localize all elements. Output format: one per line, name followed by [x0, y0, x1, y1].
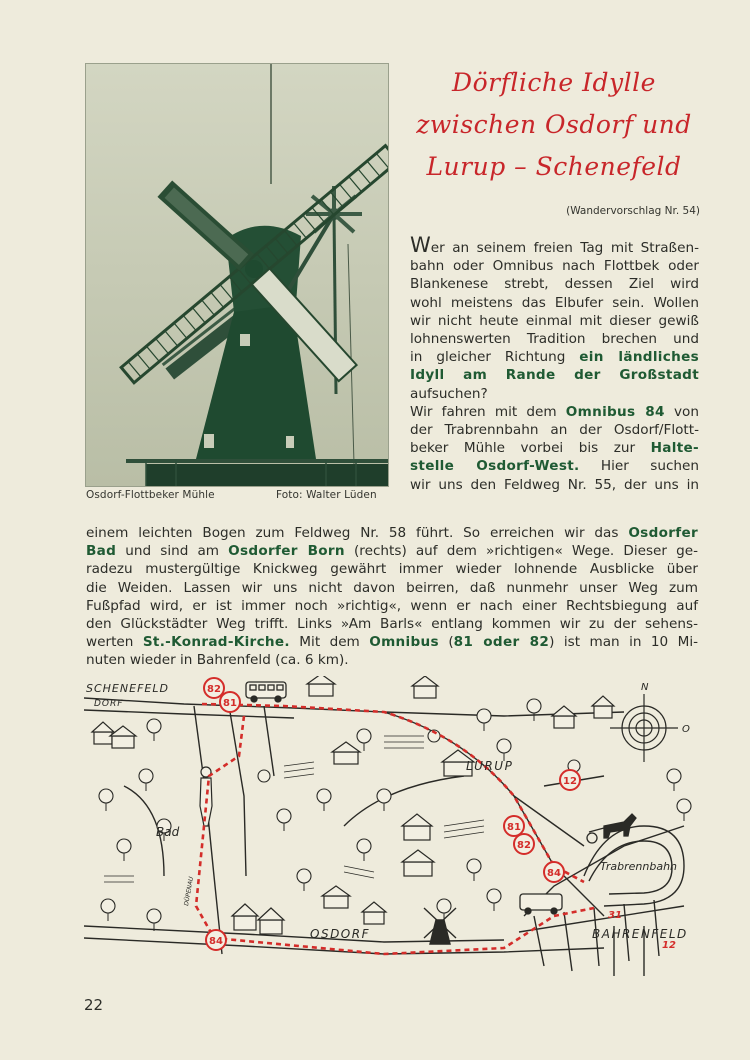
text-line — [410, 312, 699, 330]
compass-icon — [610, 694, 678, 762]
highlighted-text: Omnibus 84 — [565, 403, 665, 420]
highlighted-text: St.-Konrad-Kirche. — [142, 634, 290, 651]
text-line — [410, 366, 699, 384]
bus-icon — [520, 894, 562, 914]
highlighted-text: Idyll am Rande der Großstadt — [410, 367, 699, 384]
map-label-trabrennbahn: Trabrennbahn — [600, 860, 678, 873]
text-run: bahn oder Omnibus nach Flottbek oder — [410, 258, 699, 275]
text-line — [410, 439, 699, 457]
highlighted-text: 81 oder 82 — [453, 634, 550, 651]
text-run: werten — [86, 634, 143, 651]
map-label-bad: Bad — [156, 825, 180, 839]
map-label-dorf: DORF — [94, 699, 124, 709]
text-run: in gleicher Richtung — [410, 349, 580, 366]
highlighted-text: Halte- — [650, 440, 699, 457]
map-label-bahrenfeld: BAHRENFELD — [592, 927, 688, 941]
text-line — [86, 651, 698, 669]
text-run: er an seinem freien Tag mit Straßen- — [430, 240, 699, 256]
route-map — [84, 676, 704, 976]
text-run: Hier suchen — [579, 458, 700, 475]
bus-icon — [246, 682, 286, 702]
highlighted-text: stelle Osdorf-West. — [410, 458, 580, 475]
windmill-photo — [85, 63, 389, 487]
text-run: (rechts) auf dem »richtigen« Wege. Dieser ge- — [344, 543, 698, 560]
highlighted-text: Omnibus — [369, 634, 439, 651]
text-line — [410, 421, 699, 439]
bus-stop-81: 81 — [507, 822, 521, 833]
text-line — [86, 542, 698, 560]
text-run: die Weiden. Lassen wir uns nicht davon beirren, daß nunmehr unser Weg zum — [86, 579, 698, 596]
drop-cap: W — [410, 233, 431, 257]
hike-number: (Wandervorschlag Nr. 54) — [566, 205, 700, 217]
map-label-schenefeld: SCHENEFELD — [86, 682, 169, 695]
text-run: Fußpfad wird, er ist immer noch »richtig«, wenn er nach einer Rechtsbiegung auf — [86, 597, 698, 614]
text-line — [410, 476, 699, 494]
text-line — [410, 233, 699, 257]
bus-stop-12: 12 — [563, 776, 577, 787]
text-run: beker Mühle vorbei bis zur — [410, 440, 651, 457]
text-line — [86, 633, 698, 651]
map-label-osdorf: OSDORF — [310, 927, 370, 941]
compass-east-label: O — [682, 724, 690, 735]
article-title — [404, 62, 704, 188]
text-run: wir nicht heute einmal mit dieser gewiß — [410, 312, 699, 329]
map-label-duepenau: DÜPENAU — [183, 876, 196, 907]
compass-north-label: N — [641, 682, 649, 693]
windmill-icon — [424, 908, 456, 944]
text-run: den Glückstädter Weg trifft. Links »Am Barls« entlang kommen wir zu der sehens- — [86, 616, 698, 633]
text-line — [86, 560, 698, 578]
text-run: und sind am — [116, 543, 229, 560]
text-run: nuten wieder in Bahrenfeld (ca. 6 km). — [86, 652, 349, 669]
trotting-horse-icon — [587, 814, 636, 843]
article-column — [410, 233, 700, 494]
map-label-lurup: LURUP — [466, 759, 514, 773]
bus-stop-84: 84 — [209, 936, 223, 947]
text-run: der Trabrennbahn an der Osdorf/Flott- — [410, 422, 699, 439]
windmill-illustration — [86, 64, 388, 486]
title-line-3: Lurup – Schenefeld — [426, 152, 682, 181]
text-run: wohl meistens das Elbufer sein. Wollen — [410, 294, 699, 311]
text-line — [410, 403, 699, 421]
text-run: von — [664, 403, 699, 420]
highlighted-text: Osdorfer Born — [228, 543, 345, 560]
text-run: radezu mustergültige Knickweg gewährt immer wieder lohnende Ausblicke über — [86, 561, 698, 578]
text-run: aufsuchen? — [410, 385, 488, 402]
text-run: ( — [438, 634, 454, 651]
text-line — [86, 579, 698, 597]
highlighted-text: ein ländliches — [579, 349, 699, 366]
text-line — [86, 597, 698, 615]
text-run: lohnenswerten Tradition brechen und — [410, 331, 699, 348]
photo-credit: Foto: Walter Lüden — [276, 489, 377, 501]
text-run: wir uns den Feldweg Nr. 55, der uns in — [410, 476, 699, 493]
text-line — [410, 348, 699, 366]
text-run: Blankenese strebt, dessen Ziel wird — [410, 276, 699, 293]
title-line-2: zwischen Osdorf und — [416, 110, 692, 139]
text-line — [410, 330, 699, 348]
tram-line-12: 12 — [662, 940, 676, 951]
text-run: Mit dem — [289, 634, 370, 651]
text-line — [410, 294, 699, 312]
page-number: 22 — [84, 996, 104, 1014]
text-run: Wir fahren mit dem — [410, 403, 566, 420]
photo-caption: Osdorf-Flottbeker Mühle — [86, 489, 215, 501]
text-line — [86, 615, 698, 633]
article-body — [86, 524, 698, 670]
highlighted-text: Osdorfer — [628, 525, 698, 541]
text-line — [410, 457, 699, 475]
text-line — [410, 275, 699, 293]
highlighted-text: Bad — [86, 543, 117, 560]
bus-stop-84: 84 — [547, 868, 561, 879]
text-line — [410, 385, 699, 403]
tram-line-31: 31 — [608, 910, 622, 921]
text-run: einem leichten Bogen zum Feldweg Nr. 58 führt. So erreichen wir das — [86, 525, 629, 541]
bus-stop-81: 81 — [223, 698, 237, 709]
text-run: ) ist man in 10 Mi- — [549, 634, 699, 651]
text-line — [86, 524, 698, 542]
bus-stop-82: 82 — [517, 840, 531, 851]
bus-stop-82: 82 — [207, 684, 221, 695]
title-line-1: Dörfliche Idylle — [452, 68, 656, 97]
text-line — [410, 257, 699, 275]
